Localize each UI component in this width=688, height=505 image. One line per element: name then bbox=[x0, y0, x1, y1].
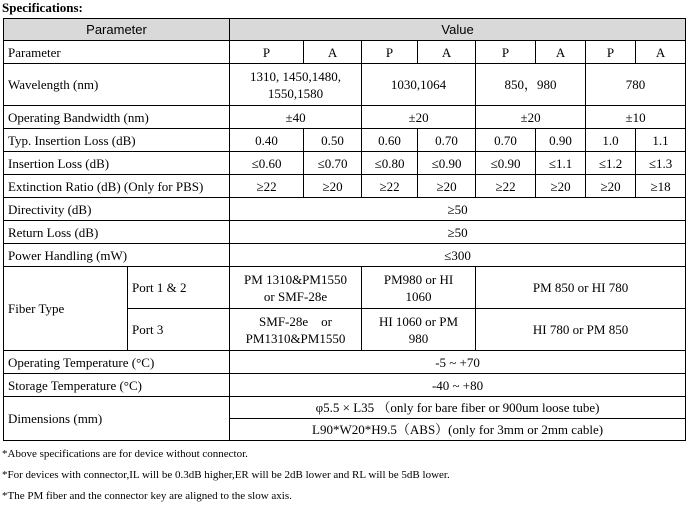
cell: 1030,1064 bbox=[362, 64, 476, 106]
cell: P bbox=[230, 41, 304, 64]
cell: ≤0.90 bbox=[476, 152, 536, 175]
cell: A bbox=[418, 41, 476, 64]
cell: ≥22 bbox=[230, 175, 304, 198]
table-row bbox=[4, 106, 686, 129]
cell-line: 1060 bbox=[405, 288, 432, 304]
cell: ≥20 bbox=[586, 175, 636, 198]
table-row bbox=[4, 221, 686, 244]
cell: 0.60 bbox=[362, 129, 418, 152]
cell-line: 1310, 1450,1480, bbox=[250, 68, 342, 84]
table-row bbox=[4, 267, 686, 309]
cell: 0.70 bbox=[418, 129, 476, 152]
row-label: Parameter bbox=[4, 41, 230, 64]
cell bbox=[230, 64, 362, 106]
cell: 0.40 bbox=[230, 129, 304, 152]
cell: ≥20 bbox=[536, 175, 586, 198]
footnote: *Above specifications are for device without connector. bbox=[2, 448, 248, 460]
table-row bbox=[4, 397, 686, 419]
cell: ±20 bbox=[362, 106, 476, 129]
cell: ≥50 bbox=[230, 198, 686, 221]
cell: A bbox=[636, 41, 686, 64]
cell-line: PM980 or HI bbox=[383, 271, 454, 287]
cell-line: 980 bbox=[408, 330, 429, 346]
row-label: Return Loss (dB) bbox=[4, 221, 230, 244]
cell: ≤1.1 bbox=[536, 152, 586, 175]
table-row bbox=[4, 351, 686, 374]
cell: ±10 bbox=[586, 106, 686, 129]
table-header-row bbox=[4, 19, 686, 41]
row-label: Dimensions (mm) bbox=[4, 397, 230, 441]
cell: ≤0.90 bbox=[418, 152, 476, 175]
cell: ≥22 bbox=[476, 175, 536, 198]
cell: ≥18 bbox=[636, 175, 686, 198]
row-label: Typ. Insertion Loss (dB) bbox=[4, 129, 230, 152]
cell: HI 780 or PM 850 bbox=[476, 309, 686, 351]
cell bbox=[230, 309, 362, 351]
cell: 0.90 bbox=[536, 129, 586, 152]
cell: ≤1.2 bbox=[586, 152, 636, 175]
table-row bbox=[4, 152, 686, 175]
footnote: *For devices with connector,IL will be 0.3dB higher,ER will be 2dB lower and RL will be 5dB lower. bbox=[2, 469, 450, 481]
cell: 780 bbox=[586, 64, 686, 106]
row-label: Fiber Type bbox=[4, 267, 128, 351]
row-label: Power Handling (mW) bbox=[4, 244, 230, 267]
cell: P bbox=[586, 41, 636, 64]
cell: ≥22 bbox=[362, 175, 418, 198]
cell bbox=[362, 309, 476, 351]
cell: P bbox=[476, 41, 536, 64]
table-row bbox=[4, 129, 686, 152]
row-label: Extinction Ratio (dB) (Only for PBS) bbox=[4, 175, 230, 198]
cell: ≥20 bbox=[418, 175, 476, 198]
cell-line: PM 1310&PM1550 bbox=[244, 271, 347, 287]
cell: 0.50 bbox=[304, 129, 362, 152]
cell: A bbox=[536, 41, 586, 64]
cell: ≥50 bbox=[230, 221, 686, 244]
table-row bbox=[4, 41, 686, 64]
header-value: Value bbox=[230, 19, 686, 41]
footnote: *The PM fiber and the connector key are aligned to the slow axis. bbox=[2, 490, 292, 502]
row-label: Storage Temperature (°C) bbox=[4, 374, 230, 397]
table-row bbox=[4, 244, 686, 267]
cell: ±20 bbox=[476, 106, 586, 129]
cell bbox=[362, 267, 476, 309]
cell: -40 ~ +80 bbox=[230, 374, 686, 397]
cell: PM 850 or HI 780 bbox=[476, 267, 686, 309]
table-row bbox=[4, 64, 686, 106]
cell: L90*W20*H9.5（ABS）(only for 3mm or 2mm cable) bbox=[230, 419, 686, 441]
cell: ≤0.60 bbox=[230, 152, 304, 175]
header-parameter: Parameter bbox=[4, 19, 230, 41]
table-row bbox=[4, 374, 686, 397]
cell: ≤1.3 bbox=[636, 152, 686, 175]
cell-line: SMF-28e or bbox=[259, 313, 332, 329]
cell: 0.70 bbox=[476, 129, 536, 152]
cell: ≥20 bbox=[304, 175, 362, 198]
cell: ≤0.70 bbox=[304, 152, 362, 175]
row-label: Wavelength (nm) bbox=[4, 64, 230, 106]
cell: φ5.5 × L35 （only for bare fiber or 900um loose tube) bbox=[230, 397, 686, 419]
table-row bbox=[4, 175, 686, 198]
row-label: Insertion Loss (dB) bbox=[4, 152, 230, 175]
cell: ≤0.80 bbox=[362, 152, 418, 175]
cell-line: PM1310&PM1550 bbox=[245, 330, 346, 346]
row-label: Directivity (dB) bbox=[4, 198, 230, 221]
cell: -5 ~ +70 bbox=[230, 351, 686, 374]
row-label: Operating Temperature (°C) bbox=[4, 351, 230, 374]
cell: A bbox=[304, 41, 362, 64]
cell-line: 1550,1580 bbox=[267, 85, 324, 101]
cell-line: or SMF-28e bbox=[263, 288, 328, 304]
cell: ±40 bbox=[230, 106, 362, 129]
cell: 1.0 bbox=[586, 129, 636, 152]
table-row bbox=[4, 198, 686, 221]
cell: 1.1 bbox=[636, 129, 686, 152]
cell: P bbox=[362, 41, 418, 64]
row-label: Operating Bandwidth (nm) bbox=[4, 106, 230, 129]
cell bbox=[230, 267, 362, 309]
cell: ≤300 bbox=[230, 244, 686, 267]
page-title: Specifications: bbox=[2, 0, 83, 15]
cell: 850，980 bbox=[476, 64, 586, 106]
cell-line: HI 1060 or PM bbox=[378, 313, 459, 329]
sub-row-label: Port 1 & 2 bbox=[128, 267, 230, 309]
specifications-table bbox=[3, 18, 686, 441]
sub-row-label: Port 3 bbox=[128, 309, 230, 351]
